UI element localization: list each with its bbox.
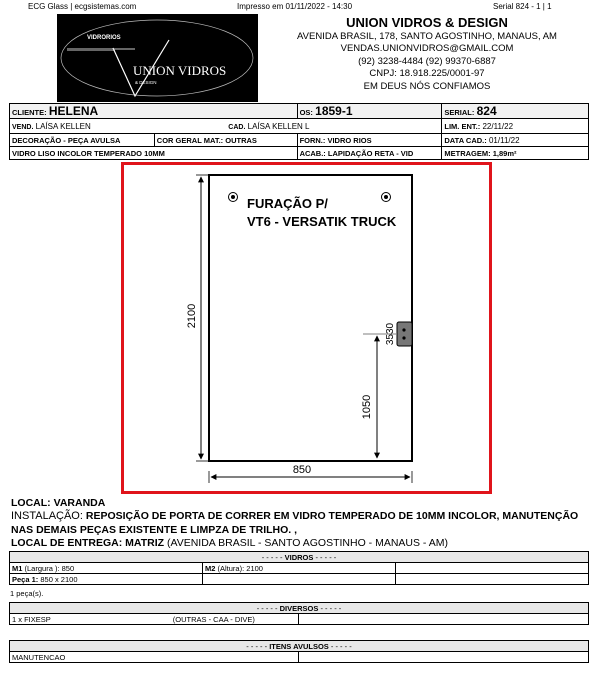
loose-items-section-title xyxy=(10,641,589,652)
os-value: 1859-1 xyxy=(315,104,353,118)
glass-section-title-pre: - - - - - xyxy=(261,552,285,562)
company-motto: EM DEUS NÓS CONFIAMOS xyxy=(363,80,491,92)
os-cell xyxy=(297,104,442,119)
delivery-address: (AVENIDA BRASIL - SANTO AGOSTINHO - MANAUS - AM) xyxy=(166,537,448,549)
cad-label: CAD. xyxy=(228,123,246,131)
glass-section-title xyxy=(10,552,589,563)
location-line xyxy=(11,497,105,509)
company-email: VENDAS.UNIONVIDROS@GMAIL.COM xyxy=(340,43,514,55)
glass-section-title-text: VIDROS xyxy=(284,552,314,562)
drawing-note-line2: VT6 - VERSATIK TRUCK xyxy=(247,214,397,229)
logo-main-text: UNION VIDROS xyxy=(133,63,227,78)
cad-value: LAÍSA KELLEN L xyxy=(247,121,310,131)
misc-item-cell xyxy=(10,614,299,625)
handle-height-label: 1050 xyxy=(361,394,373,420)
location-label: LOCAL: xyxy=(11,497,51,509)
serial-value: 824 xyxy=(476,104,497,118)
misc-section-title-text: DIVERSOS xyxy=(279,603,319,613)
loose-items-title-text: ITENS AVULSOS xyxy=(269,641,329,651)
cad-date-cell xyxy=(442,134,589,147)
technical-drawing xyxy=(124,165,489,491)
loose-items-title-post: - - - - - xyxy=(328,641,352,651)
width-dimension xyxy=(209,464,412,483)
installation-line2: NAS DEMAIS PEÇAS EXISTENTE E LIMPZA DE TRILHO. , xyxy=(11,524,298,536)
misc-item: 1 x FIXESP xyxy=(12,614,51,624)
m2-label: M2 xyxy=(205,563,216,573)
drill-hole-left-icon xyxy=(229,193,238,202)
serial-label: SERIAL: xyxy=(444,108,475,117)
print-header-serial: Serial 824 - 1 | 1 xyxy=(493,2,552,11)
cad-date-value: 01/11/22 xyxy=(488,135,520,145)
piece-empty-cell-1 xyxy=(203,574,396,585)
decoration-cell: DECORAÇÃO - PEÇA AVULSA xyxy=(10,134,155,147)
print-header xyxy=(0,2,605,14)
supplier-cell: FORN.: VIDRO RIOS xyxy=(297,134,442,147)
print-header-system: ECG Glass | ecgsistemas.com xyxy=(28,2,137,11)
lim-ent-cell xyxy=(442,119,589,134)
serial-cell xyxy=(442,104,589,119)
company-phones: (92) 3238-4484 (92) 99370-6887 xyxy=(358,55,496,67)
order-info-table xyxy=(9,103,589,160)
glass-type-cell: VIDRO LISO INCOLOR TEMPERADO 10MM xyxy=(10,147,298,160)
logo-small-text: VIDRORIOS xyxy=(87,35,121,41)
seller-value: LAÍSA KELLEN xyxy=(35,121,91,131)
height-dimension xyxy=(186,175,208,461)
misc-section-title xyxy=(10,603,589,614)
piece-label: Peça 1: xyxy=(12,574,39,584)
seller-label: VEND. xyxy=(12,123,34,131)
delivery-line xyxy=(11,537,448,549)
handle-cutout-icon xyxy=(397,322,412,346)
m1-label: M1 xyxy=(12,563,23,573)
misc-section-title-pre: - - - - - xyxy=(256,603,280,613)
misc-empty-cell xyxy=(298,614,588,625)
logo-graphic xyxy=(57,14,258,102)
delivery-value: MATRIZ xyxy=(125,537,165,549)
finish-cell: ACAB.: LAPIDAÇÃO RETA - VID xyxy=(297,147,442,160)
installation-block xyxy=(11,510,596,523)
misc-section-table xyxy=(9,602,589,625)
glass-section-title-post: - - - - - xyxy=(313,552,337,562)
client-cell xyxy=(10,104,298,119)
company-address: AVENIDA BRASIL, 178, SANTO AGOSTINHO, MANAUS, AM xyxy=(297,31,557,42)
piece-count: 1 peça(s). xyxy=(10,589,44,598)
installation-line1: REPOSIÇÃO DE PORTA DE CORRER EM VIDRO TEMPERADO DE 10MM INCOLOR, MANUTENÇÃO xyxy=(85,510,579,522)
client-value: HELENA xyxy=(48,104,99,118)
technical-drawing-frame xyxy=(121,162,492,494)
width-dimension-label: 850 xyxy=(292,464,312,476)
lim-ent-value: 22/11/22 xyxy=(482,121,514,131)
company-logo xyxy=(57,14,258,102)
loose-item-cell: MANUTENCAO xyxy=(10,652,299,663)
misc-item-detail: (OUTRAS - CAA - DIVE) xyxy=(172,614,255,624)
cad-cell xyxy=(154,119,442,134)
misc-section-title-post: - - - - - xyxy=(318,603,342,613)
installation-label: INSTALAÇÃO: xyxy=(11,510,83,522)
company-info xyxy=(262,15,592,93)
measure-empty-cell xyxy=(396,563,589,574)
seller-cell xyxy=(10,119,155,134)
loose-item-empty-cell xyxy=(298,652,588,663)
location-value: VARANDA xyxy=(53,497,106,509)
piece-text: 850 x 2100 xyxy=(40,574,78,584)
print-header-date: Impresso em 01/11/2022 - 14:30 xyxy=(237,2,353,11)
cad-date-label: DATA CAD.: xyxy=(444,135,487,145)
piece-empty-cell-2 xyxy=(396,574,589,585)
company-name: UNION VIDROS & DESIGN xyxy=(346,15,508,30)
material-color-cell: COR GERAL MAT.: OUTRAS xyxy=(154,134,297,147)
drawing-note-line1: FURAÇÃO P/ xyxy=(247,196,328,211)
drill-hole-right-icon xyxy=(382,193,391,202)
client-label: CLIENTE: xyxy=(12,108,47,117)
measure-m1-cell xyxy=(10,563,203,574)
loose-items-section-table xyxy=(9,640,589,663)
piece-cell xyxy=(10,574,203,585)
handle-size-label: 3530 xyxy=(385,322,396,346)
loose-items-title-pre: - - - - - xyxy=(246,641,270,651)
os-label: OS: xyxy=(299,108,313,117)
area-cell: METRAGEM: 1,89m² xyxy=(442,147,589,160)
glass-section-table xyxy=(9,551,589,585)
company-cnpj: CNPJ: 18.918.225/0001-97 xyxy=(369,68,485,80)
m2-text: (Altura): 2100 xyxy=(217,563,263,573)
measure-m2-cell xyxy=(203,563,396,574)
handle-height-dimension xyxy=(361,322,396,458)
lim-ent-label: LIM. ENT.: xyxy=(444,121,481,131)
logo-sub-text: & DESIGN xyxy=(135,80,157,85)
height-dimension-label: 2100 xyxy=(186,303,198,329)
m1-text: (Largura ): 850 xyxy=(24,563,75,573)
delivery-label: LOCAL DE ENTREGA: xyxy=(11,537,123,549)
